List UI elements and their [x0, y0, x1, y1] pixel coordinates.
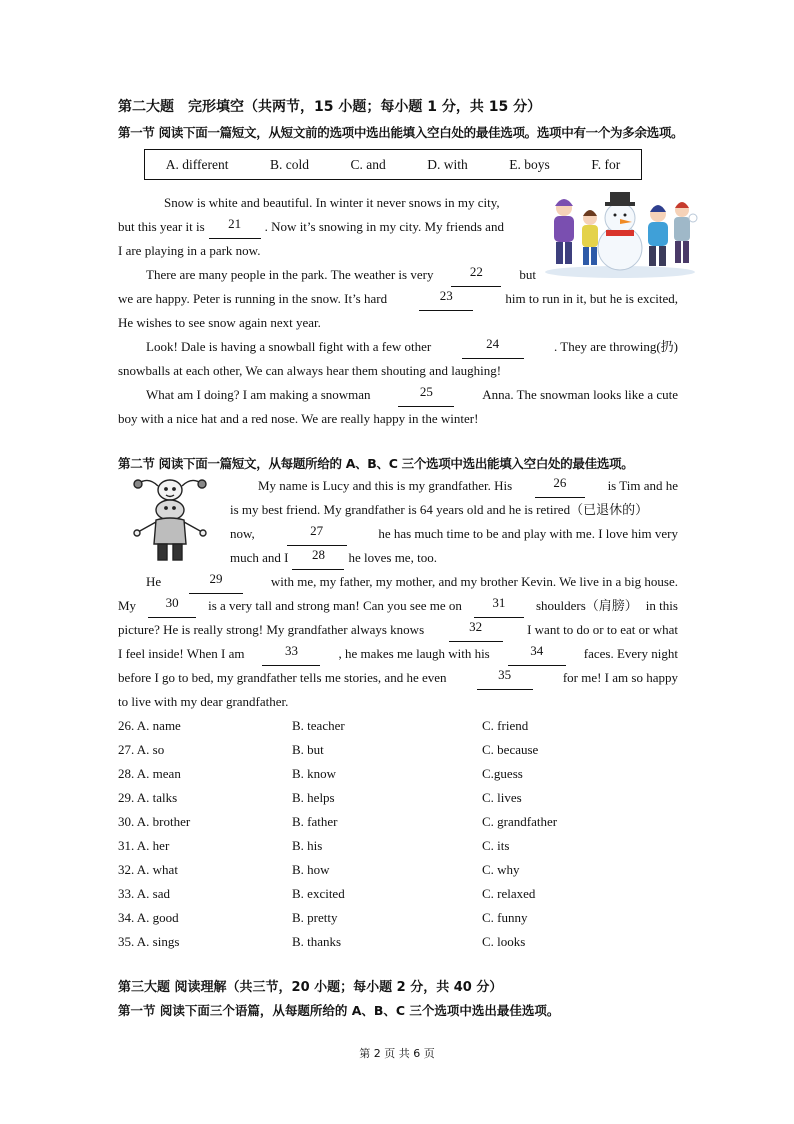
question-option-c[interactable]: C.guess [482, 766, 523, 781]
question-option-c[interactable]: C. grandfather [482, 814, 558, 829]
question-option-c[interactable]: C. lives [482, 790, 522, 805]
question-option-b[interactable]: B. know [292, 766, 337, 781]
p2-line-7: picture? He is really strong! My grandfather always knows 32 I want to do or to eat or what [118, 618, 678, 642]
p1-line-9: What am I doing? I am making a snowman 25 Anna. The snowman looks like a cute [146, 383, 678, 407]
p1-line-8: snowballs at each other, We can always hear them shouting and laughing! [118, 363, 502, 378]
question-option-a[interactable]: 33. A. sad [118, 886, 170, 901]
question-option-c[interactable]: C. its [482, 838, 510, 853]
options-box [144, 149, 642, 180]
p1-line-2: but this year it is 21 . Now it’s snowing in my city. My friends and [118, 215, 538, 239]
blank-27[interactable]: 27 [287, 522, 347, 546]
question-option-a[interactable]: 29. A. talks [118, 790, 178, 805]
blank-26[interactable]: 26 [535, 474, 585, 498]
question-option-a[interactable]: 30. A. brother [118, 814, 191, 829]
question-option-c[interactable]: C. why [482, 862, 520, 877]
option-b: B. cold [270, 156, 309, 172]
part1-instruction: 第一节 阅读下面一篇短文，从短文前的选项中选出能填入空白处的最佳选项。选项中有一个为多余选项。 [118, 125, 684, 140]
part2-instruction: 第二节 阅读下面一篇短文，从每题所给的 A、B、C 三个选项中选出能填入空白处的最佳选项。 [118, 456, 634, 471]
blank-31[interactable]: 31 [474, 594, 524, 618]
p1-line-3: I are playing in a park now. [118, 243, 261, 258]
blank-30[interactable]: 30 [148, 594, 196, 618]
question-option-b[interactable]: B. father [292, 814, 338, 829]
p2-line-8: I feel inside! When I am 33 , he makes me laugh with his 34 faces. Every night [118, 642, 678, 666]
p2-line-9: before I go to bed, my grandfather tells me stories, and he even 35 for me! I am so happy [118, 666, 678, 690]
question-option-a[interactable]: 31. A. her [118, 838, 170, 853]
question-option-a[interactable]: 32. A. what [118, 862, 178, 877]
question-option-a[interactable]: 34. A. good [118, 910, 179, 925]
blank-23[interactable]: 23 [419, 287, 473, 311]
blank-29[interactable]: 29 [189, 570, 243, 594]
p2-line-2: is my best friend. My grandfather is 64 years old and he is retired（已退休的） [230, 502, 649, 517]
question-option-c[interactable]: C. friend [482, 718, 529, 733]
p1-line-6: He wishes to see snow again next year. [118, 315, 321, 330]
grandfather-lucy-illustration [128, 476, 212, 564]
blank-35[interactable]: 35 [477, 666, 533, 690]
question-option-b[interactable]: B. pretty [292, 910, 338, 925]
question-option-b[interactable]: B. but [292, 742, 324, 757]
section3-heading: 第三大题 阅读理解（共三节，20 小题；每小题 2 分，共 40 分） [118, 980, 503, 995]
p1-line-5: we are happy. Peter is running in the snow. It’s hard 23 him to run in it, but he is excited, [118, 287, 678, 311]
option-c: C. and [350, 156, 386, 172]
p2-line-4: much and I 28 he loves me, too. [230, 546, 678, 570]
question-option-c[interactable]: C. funny [482, 910, 528, 925]
p1-line-4: There are many people in the park. The weather is very 22 but [146, 263, 536, 287]
section3-part1-instruction: 第一节 阅读下面三个语篇，从每题所给的 A、B、C 三个选项中选出最佳选项。 [118, 1003, 560, 1018]
blank-24[interactable]: 24 [462, 335, 524, 359]
question-option-c[interactable]: C. looks [482, 934, 526, 949]
question-option-a[interactable]: 35. A. sings [118, 934, 180, 949]
option-d: D. with [427, 156, 468, 172]
p1-line-7: Look! Dale is having a snowball fight with a few other 24 . They are throwing(扔) [146, 335, 678, 359]
page-footer: 第 2 页 共 6 页 [359, 1047, 435, 1060]
snow-kids-illustration [540, 186, 698, 278]
question-option-a[interactable]: 27. A. so [118, 742, 165, 757]
p2-line-3: now, 27 he has much time to be and play with me. I love him very [230, 522, 678, 546]
question-option-b[interactable]: B. his [292, 838, 323, 853]
p1-line-10: boy with a nice hat and a red nose. We are really happy in the winter! [118, 411, 479, 426]
question-option-c[interactable]: C. relaxed [482, 886, 536, 901]
p2-line-5: He 29 with me, my father, my mother, and my brother Kevin. We live in a big house. [146, 570, 678, 594]
question-option-c[interactable]: C. because [482, 742, 539, 757]
blank-21[interactable]: 21 [209, 215, 261, 239]
section2-heading: 第二大题 完形填空（共两节，15 小题；每小题 1 分，共 15 分） [118, 99, 542, 115]
question-option-b[interactable]: B. how [292, 862, 330, 877]
question-option-a[interactable]: 26. A. name [118, 718, 181, 733]
p2-line-6: My 30 is a very tall and strong man! Can you see me on 31 shoulders（肩膀） in this [118, 594, 678, 618]
p1-line-1: Snow is white and beautiful. In winter it never snows in my city, [164, 195, 500, 210]
question-option-b[interactable]: B. thanks [292, 934, 342, 949]
blank-33[interactable]: 33 [262, 642, 320, 666]
question-option-b[interactable]: B. teacher [292, 718, 345, 733]
p2-line-1: My name is Lucy and this is my grandfather. His 26 is Tim and he [258, 474, 678, 498]
question-option-b[interactable]: B. excited [292, 886, 345, 901]
blank-25[interactable]: 25 [398, 383, 454, 407]
p2-line-10: to live with my dear grandfather. [118, 694, 289, 709]
blank-22[interactable]: 22 [451, 263, 501, 287]
blank-28[interactable]: 28 [292, 546, 344, 570]
option-a: A. different [165, 156, 229, 172]
blank-32[interactable]: 32 [449, 618, 503, 642]
question-option-a[interactable]: 28. A. mean [118, 766, 181, 781]
blank-34[interactable]: 34 [508, 642, 566, 666]
option-e: E. boys [509, 156, 550, 172]
option-f: F. for [591, 156, 621, 172]
question-option-b[interactable]: B. helps [292, 790, 335, 805]
